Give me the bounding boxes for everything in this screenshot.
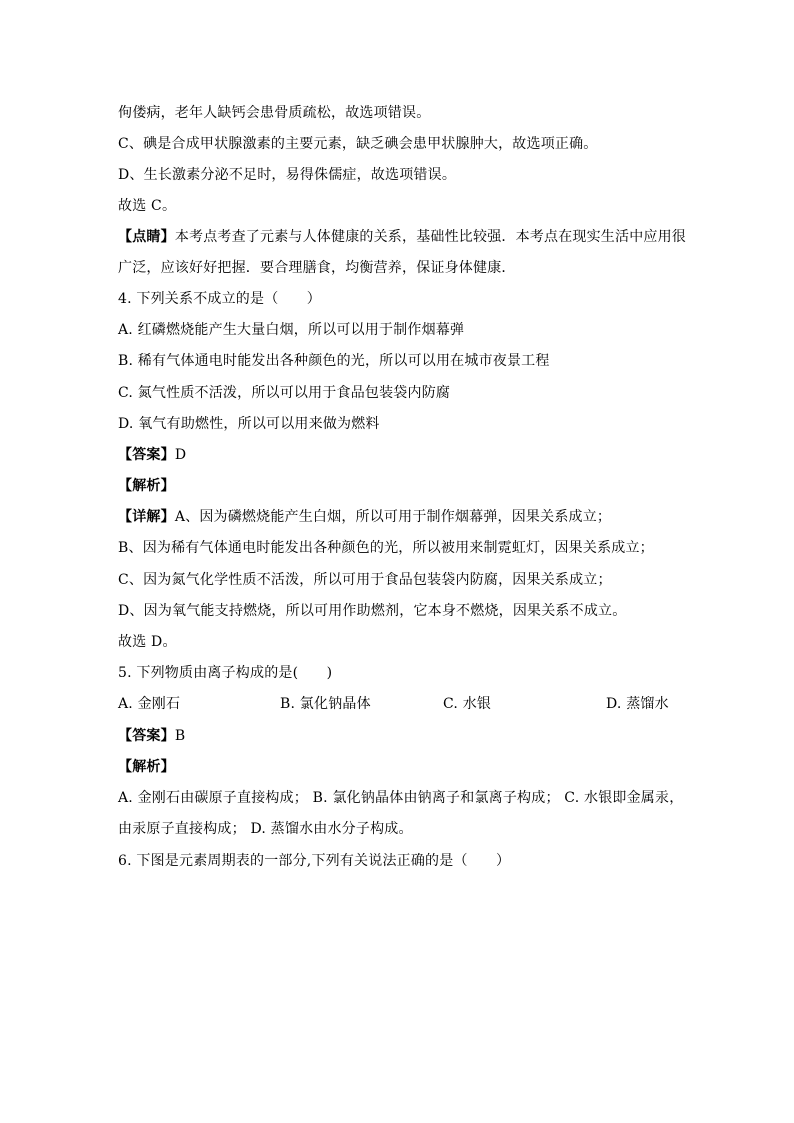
question-4-analysis-tag <box>118 477 175 495</box>
detail-text: A、因为磷燃烧能产生白烟，所以可用于制作烟幕弹，因果关系成立； <box>174 509 612 525</box>
detail-tag: 【详解】 <box>118 509 175 525</box>
question-5-analysis-line2: 由汞原子直接构成； D. 蒸馏水由水分子构成。 <box>118 821 413 837</box>
question-5-option-a: A. 金刚石 <box>118 696 181 712</box>
question-5-option-d: D. 蒸馏水 <box>606 696 669 712</box>
text-line: 广泛，应该好好把握．要合理膳食，均衡营养，保证身体健康． <box>118 260 516 276</box>
question-5-analysis-tag <box>118 758 175 776</box>
question-5-answer <box>118 727 185 745</box>
dianjing-paragraph <box>118 228 686 246</box>
question-4-answer <box>118 446 186 464</box>
analysis-tag: 【解析】 <box>118 478 175 494</box>
question-4-option-a: A. 红磷燃烧能产生大量白烟，所以可以用于制作烟幕弹 <box>118 322 465 338</box>
question-5-stem: 5. 下列物质由离子构成的是( ) <box>118 665 333 681</box>
question-4-detail-c: C、因为氮气化学性质不活泼，所以可用于食品包装袋内防腐，因果关系成立； <box>118 572 612 588</box>
question-6-stem: 6. 下图是元素周期表的一部分,下列有关说法正确的是（ ） <box>118 853 511 869</box>
text-line: 故选 C。 <box>118 198 177 214</box>
text-line: 佝偻病，老年人缺钙会患骨质疏松，故选项错误。 <box>118 105 431 121</box>
question-5-option-b: B. 氯化钠晶体 <box>280 696 371 712</box>
analysis-tag: 【解析】 <box>118 759 175 775</box>
question-4-detail-d: D、因为氧气能支持燃烧，所以可用作助燃剂，它本身不燃烧，因果关系不成立。 <box>118 603 627 619</box>
question-4-detail-b: B、因为稀有气体通电时能发出各种颜色的光，所以被用来制霓虹灯，因果关系成立； <box>118 540 654 556</box>
question-4-option-b: B. 稀有气体通电时能发出各种颜色的光，所以可以用在城市夜景工程 <box>118 353 550 369</box>
answer-tag: 【答案】 <box>118 447 175 463</box>
question-5-analysis-line1: A. 金刚石由碳原子直接构成； B. 氯化钠晶体由钠离子和氯离子构成； C. 水银即金属汞， <box>118 790 684 806</box>
question-4-stem: 4. 下列关系不成立的是（ ） <box>118 291 322 307</box>
answer-value: D <box>174 447 187 463</box>
question-4-conclusion: 故选 D。 <box>118 634 177 650</box>
text-line: D、生长激素分泌不足时，易得侏儒症，故选项错误。 <box>118 167 457 183</box>
question-4-option-c: C. 氮气性质不活泼，所以可以用于食品包装袋内防腐 <box>118 385 451 401</box>
question-5-option-c: C. 水银 <box>443 696 492 712</box>
question-4-option-d: D. 氧气有助燃性，所以可以用来做为燃料 <box>118 416 380 432</box>
text-line: C、碘是合成甲状腺激素的主要元素，缺乏碘会患甲状腺肿大，故选项正确。 <box>118 136 598 152</box>
answer-tag: 【答案】 <box>118 728 175 744</box>
dianjing-tag: 【点睛】 <box>118 229 175 245</box>
dianjing-text: 本考点考查了元素与人体健康的关系，基础性比较强．本考点在现实生活中应用很 <box>174 229 687 245</box>
answer-value: B <box>174 728 186 744</box>
question-4-detail-a <box>118 508 611 526</box>
